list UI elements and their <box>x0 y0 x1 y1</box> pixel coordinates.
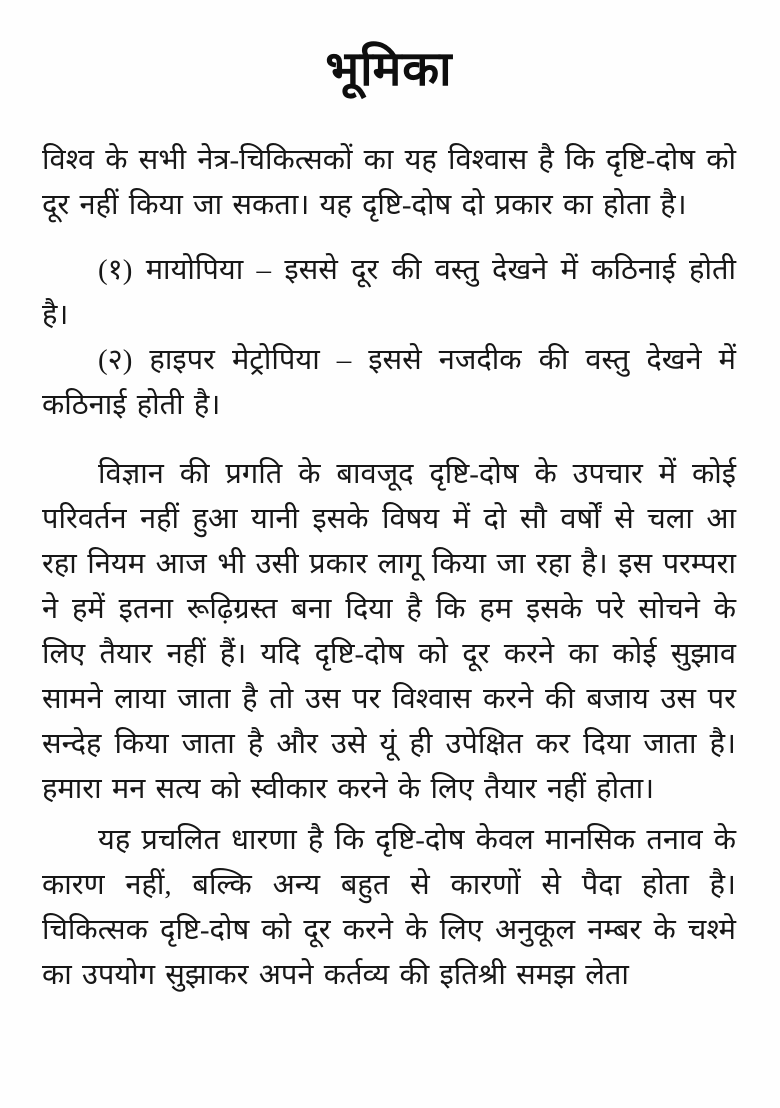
list-item-hypermetropia: (२) हाइपर मेट्रोपिया – इससे नजदीक की वस्तु देखने में कठिनाई होती है। <box>42 344 736 421</box>
page-title: भूमिका <box>325 43 453 96</box>
paragraph-common-belief: यह प्रचलित धारणा है कि दृष्टि-दोष केवल मानसिक तनाव के कारण नहीं, बल्कि अन्य बहुत से कारणों से पैदा होता है। चिकित्सक दृष्टि-दोष को दूर करने के लिए अनुकूल नम्बर के चश्मे का उपयोग सुझाकर अपने कर्तव्य की इतिश्री समझ लेता <box>42 824 736 991</box>
list-item-myopia: (१) मायोपिया – इससे दूर की वस्तु देखने में कठिनाई होती है। <box>42 254 736 331</box>
paragraph-intro: विश्व के सभी नेत्र-चिकित्सकों का यह विश्वास है कि दृष्टि-दोष को दूर नहीं किया जा सकता। यह दृष्टि-दोष दो प्रकार का होता है। <box>42 144 736 221</box>
paragraph-science-progress: विज्ञान की प्रगति के बावजूद दृष्टि-दोष के उपचार में कोई परिवर्तन नहीं हुआ यानी इसके विषय में दो सौ वर्षों से चला आ रहा नियम आज भी उसी प्रकार लागू किया जा रहा है। इस परम्परा ने हमें इतना रूढ़िग्रस्त बना दिया है कि हम इसके परे सोचने के लिए तैयार नहीं हैं। यदि दृष्टि-दोष को दूर करने का कोई सुझाव सामने लाया जाता है तो उस पर विश्वास करने की बजाय उस पर सन्देह किया जाता है और उसे यूं ही उपेक्षित कर दिया जाता है। हमारा मन सत्य को स्वीकार करने के लिए तैयार नहीं होता। <box>42 458 736 805</box>
